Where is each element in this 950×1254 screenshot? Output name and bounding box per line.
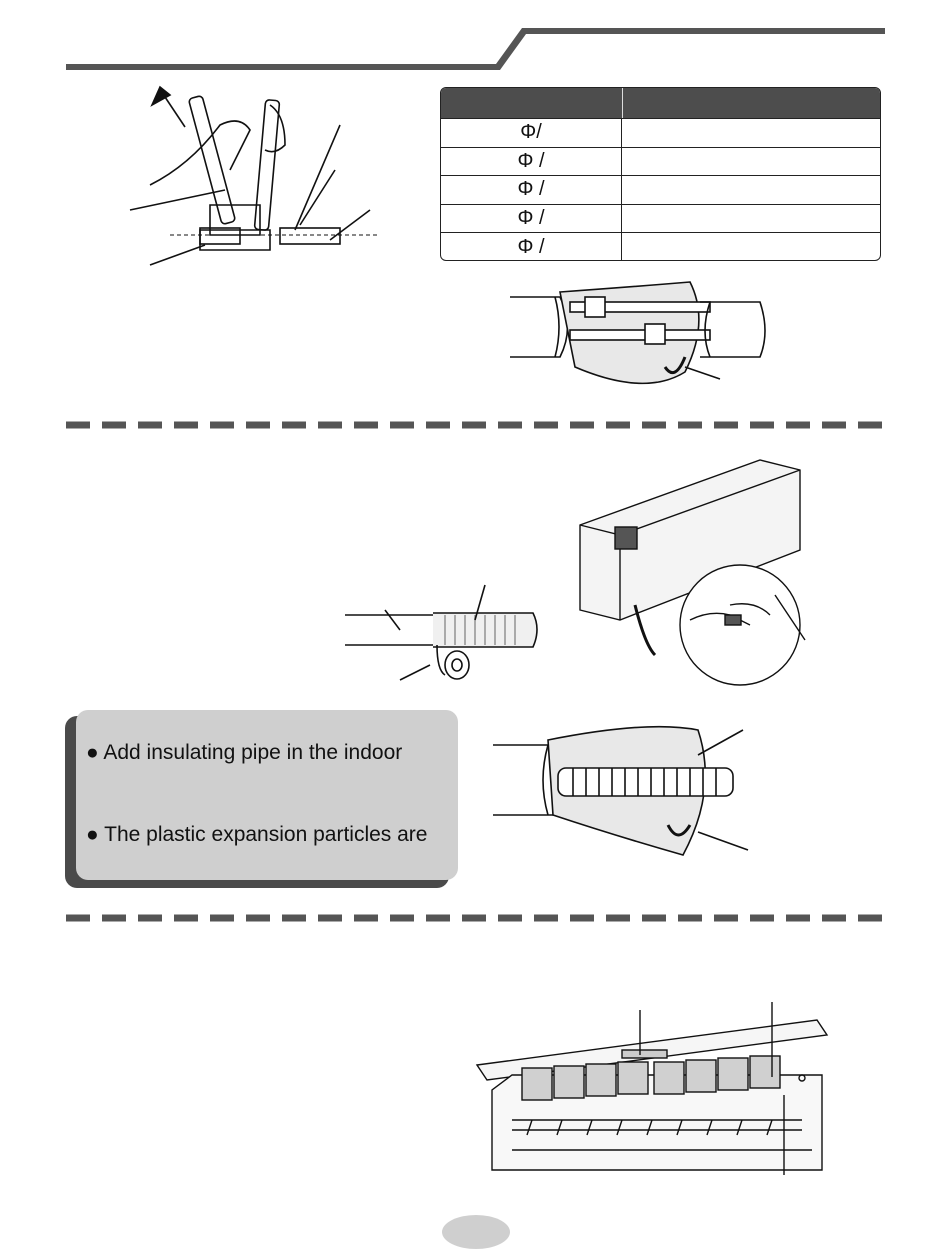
section-header-band [0,0,950,80]
torque-table-header [441,88,880,118]
indoor-unit-back-illustration [575,455,805,715]
table-row [441,204,880,233]
diameter-cell: Φ/ [441,119,622,147]
pipe-insulation-illustration [488,720,758,860]
table-row [441,232,880,261]
torque-cell [622,119,880,147]
torque-cell [622,176,880,204]
dashed-divider [66,421,886,429]
torque-cell [622,233,880,261]
diameter-cell: Φ / [441,148,622,176]
table-row [441,147,880,176]
torque-table [440,87,881,261]
diameter-cell: Φ / [441,205,622,233]
insulated-joint-illustration [500,282,770,402]
table-row [441,118,880,147]
note-box [76,710,458,880]
page-number-badge [442,1215,510,1249]
indoor-unit-open-panel-illustration [472,1000,852,1180]
table-row [441,175,880,204]
diameter-cell: Φ / [441,233,622,261]
torque-cell [622,205,880,233]
diameter-cell: Φ / [441,176,622,204]
torque-cell [622,148,880,176]
note-item: ● Add insulating pipe in the indoor [86,741,403,764]
wrapping-tape-illustration [345,585,545,695]
header-cell-diameter [441,88,623,118]
wrench-tightening-illustration [120,85,380,275]
note-item: ● The plastic expansion particles are [86,823,428,846]
dashed-divider [66,914,886,922]
